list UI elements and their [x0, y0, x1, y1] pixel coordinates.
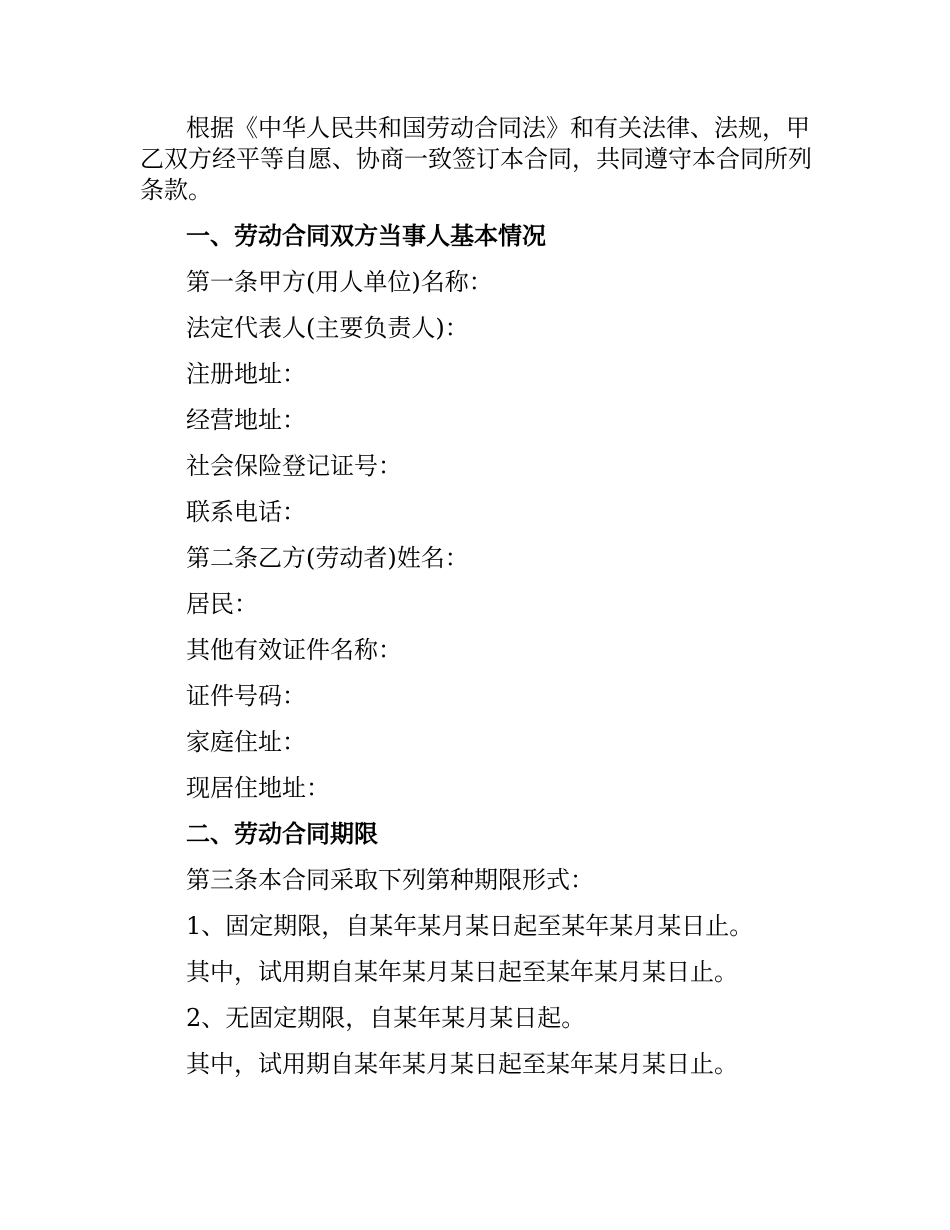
- field-employee-name: 第二条乙方(劳动者)姓名：: [186, 544, 469, 572]
- field-employer-name: 第一条甲方(用人单位)名称：: [186, 268, 493, 296]
- clause-term-form: 第三条本合同采取下列第种期限形式：: [186, 866, 594, 894]
- clause-open-term-probation: 其中，试用期自某年某月某日起至某年某月某日止。: [186, 1050, 738, 1078]
- field-contact-phone: 联系电话：: [186, 498, 306, 526]
- field-business-address: 经营地址：: [186, 406, 306, 434]
- contract-lines: [186, 221, 886, 1095]
- field-current-address: 现居住地址：: [186, 774, 330, 802]
- field-id-number: 证件号码：: [186, 682, 306, 710]
- intro-paragraph: 根据《中华人民共和国劳动合同法》和有关法律、法规，甲乙双方经平等自愿、协商一致签订本合同，共同遵守本合同所列条款。: [140, 114, 812, 204]
- clause-open-term: 2、无固定期限，自某年某月某日起。: [186, 1004, 586, 1032]
- field-resident: 居民：: [186, 590, 258, 618]
- field-registered-address: 注册地址：: [186, 360, 306, 388]
- section-heading-term: 二、劳动合同期限: [186, 820, 378, 848]
- clause-fixed-term: 1、固定期限，自某年某月某日起至某年某月某日止。: [186, 912, 754, 940]
- field-social-insurance-number: 社会保险登记证号：: [186, 452, 402, 480]
- clause-fixed-term-probation: 其中，试用期自某年某月某日起至某年某月某日止。: [186, 958, 738, 986]
- field-other-id-name: 其他有效证件名称：: [186, 636, 402, 664]
- section-heading-parties: 一、劳动合同双方当事人基本情况: [186, 222, 546, 250]
- field-home-address: 家庭住址：: [186, 728, 306, 756]
- field-legal-representative: 法定代表人(主要负责人)：: [186, 314, 469, 342]
